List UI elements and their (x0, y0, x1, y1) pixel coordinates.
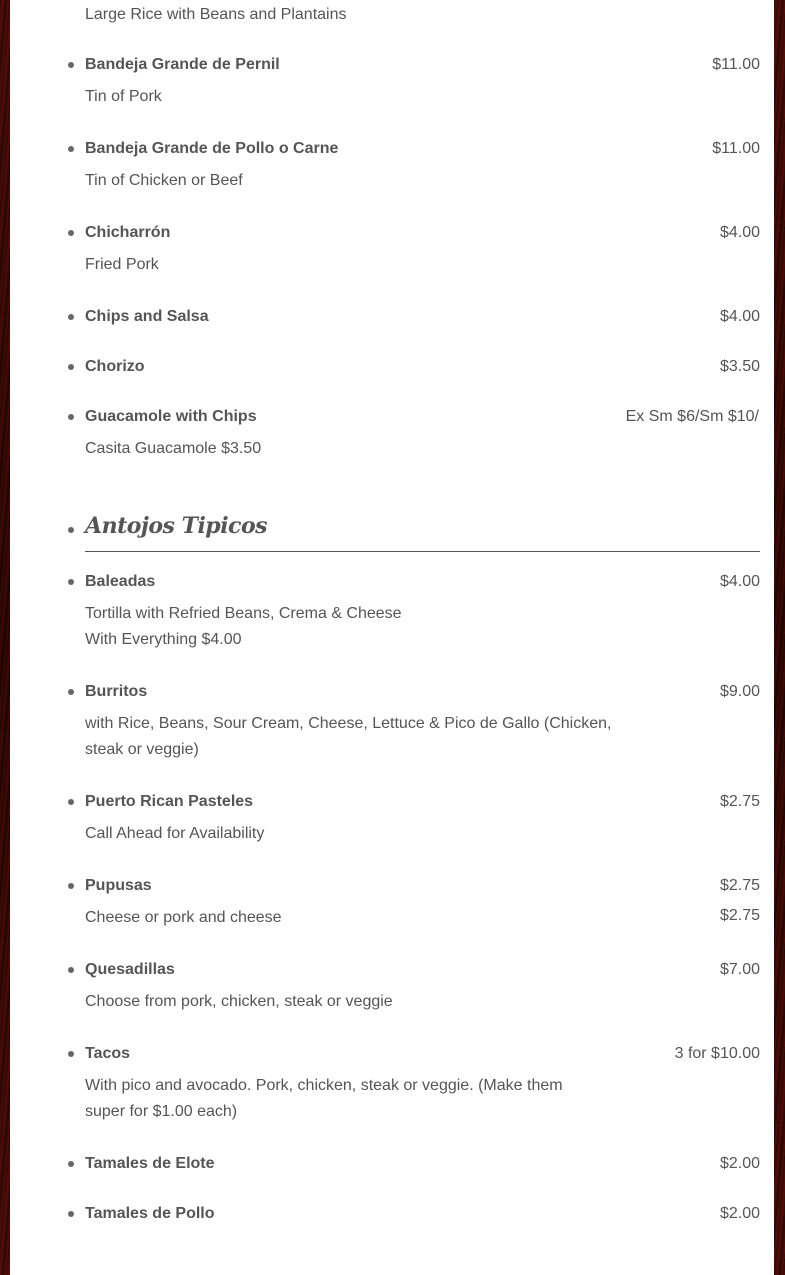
list-item (85, 1043, 760, 1125)
item-price: 3 for $10.00 (674, 1045, 760, 1062)
item-description: Tin of Pork (85, 88, 162, 105)
item-price-secondary: $2.75 (719, 907, 760, 924)
item-description (85, 711, 635, 763)
list-item (85, 959, 760, 1015)
item-price: $11.00 (712, 140, 760, 157)
item-description (85, 989, 635, 1015)
description-line: With pico and avocado. Pork, chicken, steak or veggie. (Make them (85, 1077, 563, 1094)
section-divider (85, 551, 760, 552)
item-name: Baleadas (85, 573, 156, 590)
item-description (85, 905, 635, 931)
item-description (85, 821, 635, 847)
item-name: Chorizo (85, 358, 145, 375)
menu-panel (10, 0, 774, 1275)
list-item (85, 54, 760, 110)
description-line: With Everything $4.00 (85, 631, 242, 648)
list-item (85, 1203, 760, 1225)
item-name: Burritos (85, 683, 148, 700)
list-item (85, 1153, 760, 1175)
item-price: $2.75 (719, 793, 760, 810)
list-item (85, 791, 760, 847)
item-price: $2.00 (719, 1155, 760, 1172)
description-line: Call Ahead for Availability (85, 825, 265, 842)
item-name: Bandeja Grande de Pollo o Carne (85, 140, 339, 157)
item-name: Guacamole with Chips (85, 408, 257, 425)
item-price: $3.50 (719, 358, 760, 375)
item-price: $9.00 (719, 683, 760, 700)
item-description: Tin of Chicken or Beef (85, 172, 243, 189)
description-line: Tortilla with Refried Beans, Crema & Cheese (85, 605, 402, 622)
list-item (85, 138, 760, 194)
item-description (85, 601, 635, 653)
item-description: Casita Guacamole $3.50 (85, 440, 262, 457)
description-line: with Rice, Beans, Sour Cream, Cheese, Lettuce & Pico de Gallo (Chicken, (85, 715, 612, 732)
item-name: Tamales de Pollo (85, 1205, 215, 1222)
item-name: Chips and Salsa (85, 308, 209, 325)
item-name: Quesadillas (85, 961, 175, 978)
item-description (85, 1073, 635, 1125)
item-price: Ex Sm $6/Sm $10/ (625, 408, 759, 425)
description-line: steak or veggie) (85, 741, 199, 758)
item-name: Tamales de Elote (85, 1155, 215, 1172)
section-title: Antojos Tipicos (85, 513, 268, 539)
list-item (85, 356, 760, 378)
item-name: Bandeja Grande de Pernil (85, 56, 280, 73)
item-price: $2.00 (719, 1205, 760, 1222)
section-header (85, 508, 760, 544)
description-line: Choose from pork, chicken, steak or veggie (85, 993, 393, 1010)
item-name: Puerto Rican Pasteles (85, 793, 254, 810)
item-price: $4.00 (719, 308, 760, 325)
item-description: Fried Pork (85, 256, 159, 273)
item-description: Large Rice with Beans and Plantains (85, 6, 347, 23)
list-item (85, 222, 760, 278)
item-price: $2.75 (719, 877, 760, 894)
item-name: Chicharrón (85, 224, 171, 241)
description-line: super for $1.00 each) (85, 1103, 238, 1120)
item-name: Tacos (85, 1045, 131, 1062)
item-price: $7.00 (719, 961, 760, 978)
description-line: Cheese or pork and cheese (85, 909, 282, 926)
list-item (85, 4, 760, 26)
item-price: $4.00 (719, 224, 760, 241)
item-price: $4.00 (719, 573, 760, 590)
list-item (85, 306, 760, 328)
list-item (85, 571, 760, 653)
list-item (85, 406, 760, 462)
list-item (85, 681, 760, 763)
item-price: $11.00 (712, 56, 760, 73)
item-name: Pupusas (85, 877, 152, 894)
list-item (85, 875, 760, 931)
